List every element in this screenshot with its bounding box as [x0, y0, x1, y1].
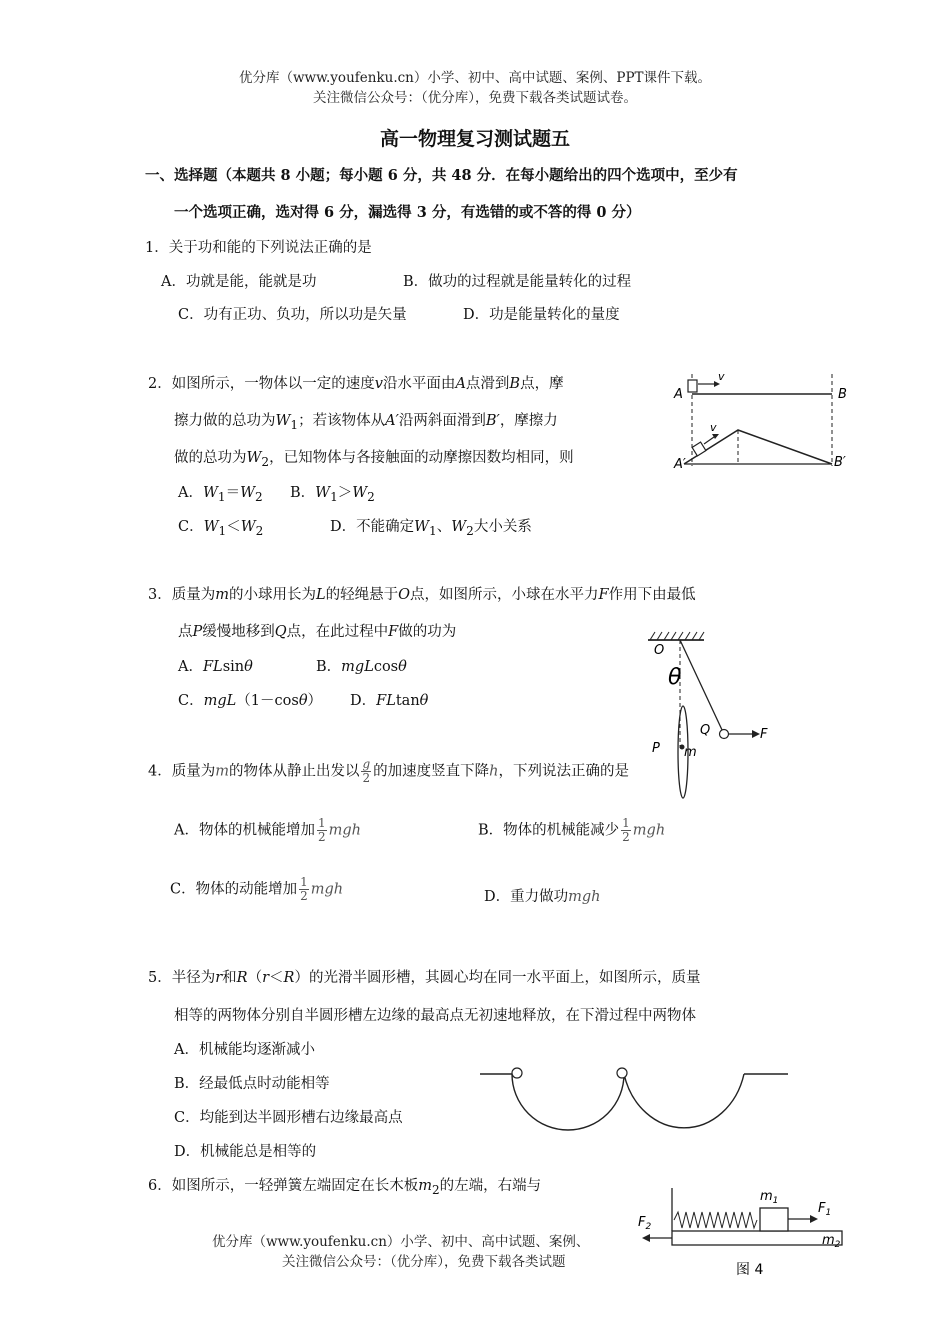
q2-option-d: D．不能确定$W_1$、$W_2$大小关系: [330, 519, 532, 538]
q6-label-m1: $m_1$: [760, 1189, 779, 1206]
q6-stem: 6．如图所示，一轻弹簧左端固定在长木板$m_2$的左端，右端与: [148, 1178, 542, 1197]
q4-fraction-g-over-2: $\frac{g}{2}$: [362, 757, 371, 785]
q2-line-1: 2．如图所示，一物体以一定的速度v沿水平面由A点滑到B点，摩: [148, 376, 564, 392]
q2-label-v-top: v: [718, 370, 725, 383]
q5-option-a: A．机械能均逐渐减小: [174, 1042, 315, 1058]
q5-line-1: 5．半径为r和R（r＜R）的光滑半圆形槽，其圆心均在同一水平面上，如图所示，质量: [148, 970, 701, 986]
section-instructions-line-2: 一个选项正确，选对得 6 分，漏选得 3 分，有选错的或不答的得 0 分）: [174, 204, 641, 221]
q4-option-b: B．物体的机械能减少 $\frac{1}{2}$ mgh: [478, 816, 666, 844]
q2-double-incline: [684, 430, 832, 464]
q2-label-a: A: [674, 387, 683, 402]
q2-label-a-prime: A′: [674, 457, 686, 472]
q2-label-v-incline: v: [710, 421, 717, 434]
q6-block-m1: [760, 1208, 788, 1231]
q4-option-d: D．重力做功mgh: [484, 889, 601, 905]
footer-line-2: 关注微信公众号：（优分库），免费下载各类试题: [282, 1254, 566, 1270]
q2-option-c: C．$W_1<W_2$: [178, 519, 264, 538]
q5-ball-right: [617, 1068, 627, 1078]
q2-line-2: 擦力做的总功为$W_1$；若该物体从A′沿两斜面滑到B′，摩擦力: [174, 413, 558, 432]
q3-label-o: O: [654, 643, 665, 658]
q6-figure-caption: 图 4: [736, 1262, 764, 1278]
q5-option-b: B．经最低点时动能相等: [174, 1076, 330, 1092]
q2-label-b-prime: B′: [834, 455, 846, 470]
q1-option-b: B．做功的过程就是能量转化的过程: [403, 274, 632, 290]
header-line-2: 关注微信公众号：（优分库），免费下载各类试题试卷。: [313, 90, 637, 106]
q3-ball-q: [720, 730, 729, 739]
q2-line-3: 做的总功为$W_2$，已知物体与各接触面的动摩擦因数均相同，则: [174, 450, 574, 469]
q3-option-d: D．FLtanθ: [350, 693, 429, 709]
footer-line-1: 优分库（www.youfenku.cn）小学、初中、高中试题、案例、: [212, 1234, 590, 1250]
q3-line-1: 3．质量为m的小球用长为L的轻绳悬于O点，如图所示，小球在水平力F作用下由最低: [148, 587, 696, 603]
q6-spring-board-diagram: [632, 1180, 846, 1284]
q3-label-q: Q: [700, 723, 711, 738]
q5-option-d: D．机械能总是相等的: [174, 1144, 317, 1160]
q1-option-a: A．功就是能，能就是功: [161, 274, 317, 290]
q6-spring: [674, 1212, 757, 1228]
q6-board-m2: [672, 1231, 842, 1245]
q2-block-incline: [692, 442, 706, 456]
q3-option-a: A．FLsinθ: [178, 659, 253, 675]
q5-small-groove: [512, 1074, 624, 1130]
page-title: 高一物理复习测试题五: [379, 128, 570, 150]
q3-option-c: C．mgL（1－cosθ）: [178, 693, 323, 709]
q6-label-f1: $F_1$: [818, 1201, 832, 1218]
q5-ball-left: [512, 1068, 522, 1078]
q3-label-p: P: [652, 741, 660, 756]
q2-velocity-arrow-incline: [704, 437, 714, 444]
q1-option-c: C．功有正功、负功，所以功是矢量: [178, 307, 407, 323]
q3-line-2: 点P缓慢地移到Q点，在此过程中F做的功为: [178, 624, 457, 640]
section-instructions-line-1: 一、选择题（本题共 8 小题；每小题 6 分，共 48 分．在每小题给出的四个选项中，至少有: [145, 167, 738, 184]
q2-option-b: B．$W_1>W_2$: [290, 485, 375, 504]
q2-slope-diagram: [670, 368, 860, 476]
q5-line-2: 相等的两物体分别自半圆形槽左边缘的最高点无初速地释放，在下滑过程中两物体: [174, 1008, 696, 1024]
q3-label-m: m: [684, 745, 697, 760]
q2-option-a: A．$W_1=W_2$: [178, 485, 263, 504]
q1-option-d: D．功是能量转化的量度: [463, 307, 620, 323]
q4-option-c: C．物体的动能增加 $\frac{1}{2}$ mgh: [170, 875, 344, 903]
q3-label-theta: θ: [668, 665, 682, 690]
q3-label-f: F: [760, 727, 768, 742]
q4-stem: 4．质量为m的物体从静止出发以 $\frac{g}{2}$ 的加速度竖直下降h，下列说法正确的是: [148, 757, 630, 785]
q3-option-b: B．mgLcosθ: [316, 659, 407, 675]
header-line-1: 优分库（www.youfenku.cn）小学、初中、高中试题、案例、PPT课件下载。: [238, 70, 712, 86]
q3-pendulum-diagram: [640, 622, 790, 800]
q6-label-f2: $F_2$: [638, 1215, 652, 1232]
q6-label-m2: $m_2$: [822, 1233, 841, 1250]
q2-label-b: B: [838, 387, 847, 402]
q2-block-top: [688, 380, 697, 392]
q5-semicircle-grooves-diagram: [476, 1060, 796, 1160]
q4-option-a: A．物体的机械能增加 $\frac{1}{2}$ mgh: [174, 816, 361, 844]
q1-stem: 1．关于功和能的下列说法正确的是: [145, 240, 372, 256]
q5-large-groove: [624, 1074, 744, 1128]
q5-option-c: C．均能到达半圆形槽右边缘最高点: [174, 1110, 403, 1126]
